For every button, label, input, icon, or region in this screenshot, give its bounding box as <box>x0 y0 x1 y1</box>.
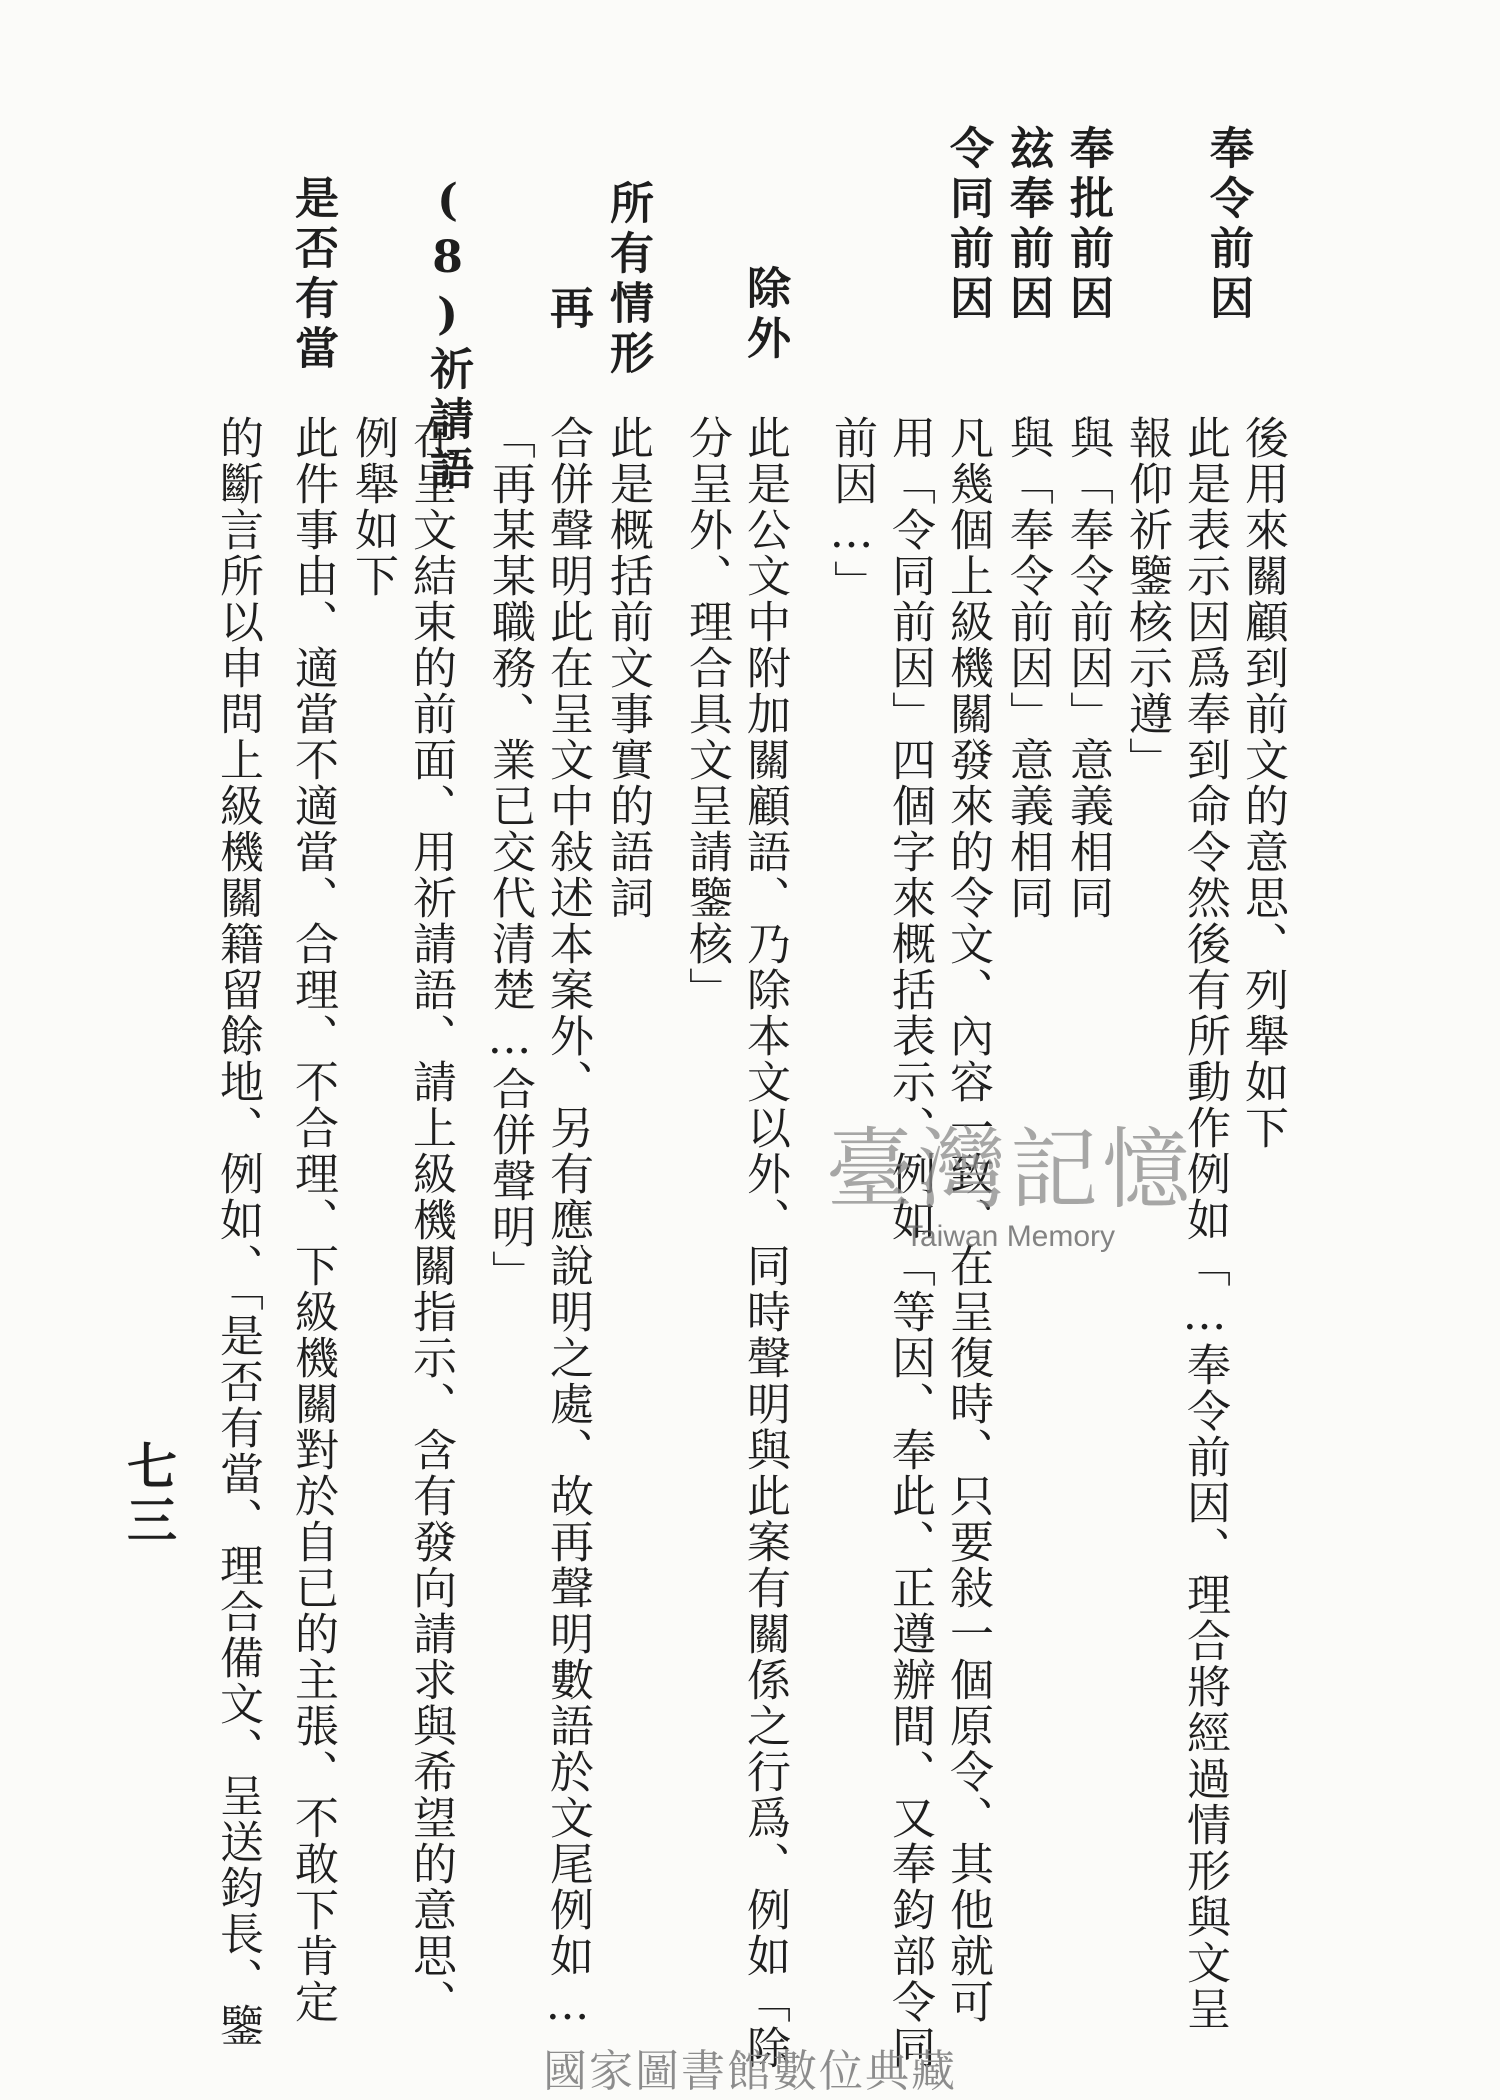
term-fengling: 奉令前因 <box>1202 125 1253 325</box>
body-text: 「再某某職務、業已交代清楚…合併聲明」 <box>484 415 535 1296</box>
body-text: 的斷言所以申問上級機關籍留餘地、例如、「是否有當、理合備文、呈送鈞長、鑒 <box>212 415 263 2049</box>
page-number: 七三 <box>119 1440 178 1548</box>
watermark-english: Taiwan Memory <box>904 1220 1116 1253</box>
body-text: 此是概括前文事實的語詞 <box>602 415 653 921</box>
term-chuwai: 除外 <box>739 265 790 365</box>
footer-credit: 國家圖書館數位典藏 <box>543 2047 957 2096</box>
body-text: 與「奉令前因」意義相同 <box>1002 415 1053 921</box>
term-fengpi: 奉批前因 <box>1062 125 1113 325</box>
term-shifou: 是否有當 <box>287 175 338 375</box>
body-text: 分呈外、理合具文呈請鑒核」 <box>681 415 732 1013</box>
watermark-logo <box>820 1100 1200 1254</box>
term-zai: 再 <box>542 285 593 335</box>
term-qiqing: (8)祈請語 <box>422 175 473 496</box>
watermark-chinese: 臺灣記憶 <box>825 1118 1194 1221</box>
body-text: 此是公文中附加關顧語、乃除本文以外、同時聲明與此案有關係之行爲、例如「除 <box>739 415 790 2071</box>
body-text: 合併聲明此在呈文中敍述本案外、另有應說明之處、故再聲明數語於文尾例如… <box>542 415 593 2032</box>
term-zifeng: 玆奉前因 <box>1002 125 1053 325</box>
body-text: 報仰祈鑒核示遵」 <box>1121 415 1172 783</box>
term-lingtong: 令同前因 <box>942 125 993 325</box>
body-text: 此是表示因爲奉到命令然後有所動作例如「…奉令前因、理合將經過情形與文呈 <box>1179 415 1230 2032</box>
term-suoyou: 所有情形 <box>602 180 653 380</box>
body-text: 在呈文結束的前面、用祈請語、請上級機關指示、含有發向請求與希望的意思、 <box>405 415 456 2025</box>
body-text: 用「令同前因」四個字來概括表示、例如「等因、奉此、正遵辦間、又奉鈞部令同 <box>884 415 935 2071</box>
body-text: 凡幾個上級機關發來的令文、內容一致、在呈復時、只要敍一個原令、其他就可 <box>942 415 993 2025</box>
body-text: 與「奉令前因」意義相同 <box>1062 415 1113 921</box>
body-text: 例舉如下 <box>347 415 398 599</box>
body-text: 後用來關顧到前文的意思、列舉如下 <box>1237 415 1288 1151</box>
body-text: 前因…」 <box>826 415 877 606</box>
body-text: 此件事由、適當不適當、合理、不合理、下級機關對於自已的主張、不敢下肯定 <box>287 415 338 2025</box>
